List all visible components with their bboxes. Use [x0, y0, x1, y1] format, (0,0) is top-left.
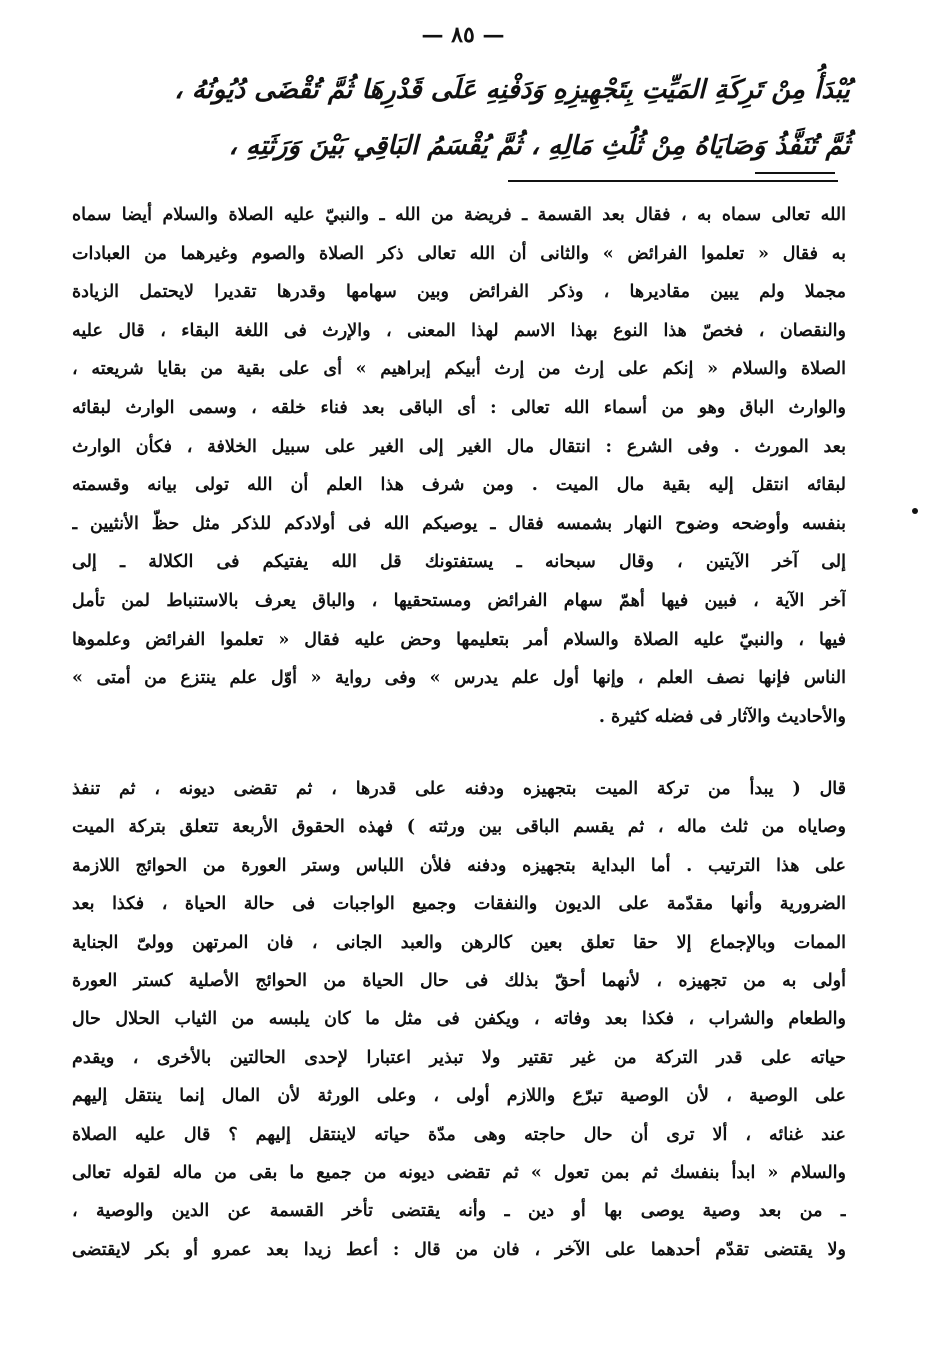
text-line: ولا يقتضى تقدّم أحدهما على الآخر ، فان من قال : أعط زيدا بعد عمرو أو بكر لايقتضى — [72, 1239, 846, 1260]
text-line: على هذا الترتيب . أما البداية بتجهيزه ودفنه فلأن اللباس وستر العورة من الحوائج اللازمة — [72, 855, 846, 876]
text-line: الصلاة والسلام « إنكم على إرث من إرث أبيكم إبراهيم » أى على بقية من بقايا شريعته ، — [72, 359, 846, 380]
text-line: أولى به من تجهيزه ، لأنهما أحقّ بذلك فى حال الحياة من الحوائج الأصلية كستر العورة — [72, 971, 846, 992]
text-line: والأحاديث والآثار فى فضله كثيرة . — [598, 706, 846, 727]
text-line: مجملا ولم يبين مقاديرها ، وذكر الفرائض وبين سهامها وقدرها تقديرا لايحتمل الزيادة — [72, 282, 846, 303]
commentary-paragraph-1 — [72, 196, 846, 736]
text-line: الناس فإنها نصف العلم ، وإنها أول علم يدرس » وفى رواية « أوّل علم ينتزع من أمتى » — [72, 668, 846, 689]
separator-rule-long — [508, 180, 838, 182]
text-line: آخر الآية ، فبين فيها أهمّ سهام الفرائض ومستحقيها ، والباق يعرف بالاستنباط لمن تأمل — [72, 590, 846, 611]
text-line: فيها ، والنبيّ عليه الصلاة والسلام أمر بتعليمها وحض عليه فقال « تعلموا الفرائض وعلموها — [72, 629, 846, 650]
text-line: حياته على قدر التركة من غير تقتير ولا تبذير اعتبارا لإحدى الحالتين بالأخرى ، ويقدم — [72, 1047, 846, 1068]
matn-line: ثُمَّ تُنَفَّذُ وَصَايَاهُ مِنْ ثُلُثِ مَالِهِ ، ثُمَّ يُقْسَمُ البَاقِي بَيْنَ وَرَثَتِهِ ، — [228, 131, 850, 161]
commentary-paragraph-2 — [72, 770, 846, 1269]
text-line: لبقائه انتقل إليه بقية مال الميت . ومن شرف هذا العلم أن الله تولى بيانه وقسمته — [72, 475, 846, 496]
text-line: والنقصان ، فخصّ هذا النوع بهذا الاسم لهذا المعنى ، والإرث فى اللغة البقاء ، قال عليه — [72, 320, 846, 341]
text-line: ـ من بعد وصية يوصى بها أو دين ـ وأنه يقتضى تأخر القسمة عن الدين والوصية ، — [72, 1201, 846, 1222]
text-line: بنفسه وأوضحه وضوح النهار بشمسه فقال ـ يوصيكم الله فى أولادكم للذكر مثل حظّ الأنثيين ـ — [72, 513, 846, 534]
matn-line: يُبْدَأُ مِنْ تَرِكَةِ المَيِّتِ بِتَجْهِيزِهِ وَدَفْنِهِ عَلَى قَدْرِهَا ثُمَّ تُقْضَى دُيُونُهُ ، — [174, 75, 850, 105]
text-line: والسلام « ابدأ بنفسك ثم بمن تعول » ثم تقضى ديونه من جميع ما بقى من ماله لقوله تعالى — [72, 1163, 846, 1184]
text-line: الضرورية وأنها مقدّمة على الديون والنفقات وجميع الواجبات فى حالة الحياة ، فكذا بعد — [72, 894, 846, 915]
margin-ink-dot — [912, 508, 918, 514]
text-line: قال ( يبدأ من تركة الميت بتجهيزه ودفنه على قدرها ، ثم تقضى ديونه ، ثم تنفذ — [72, 779, 846, 799]
text-line: على الوصية ، لأن الوصية تبرّع واللازم أولى ، وعلى الورثة لأن المال إنما ينتقل إليهم — [72, 1086, 846, 1107]
text-line: به فقال « تعلموا الفرائض » والثانى أن الله تعالى ذكر الصلاة والصوم وغيرهما من العبادات — [72, 243, 846, 264]
text-line: الممات وبالإجماع إلا حقا تعلق بعين كالرهن والعبد الجانى ، فان المرتهن وولىّ الجناية — [72, 932, 846, 953]
text-line: بعد المورث . وفى الشرع : انتقال مال الغير إلى الغير على سبيل الخلافة ، فكأن الوارث — [72, 436, 846, 457]
text-line: والطعام والشراب ، فكذا بعد وفاته ، ويكفن فى مثل ما كان يلبسه من الثياب الحلال حال — [72, 1009, 846, 1030]
text-line: عند غنائه ، ألا ترى أن حال حاجته وهى مدّة حياته لاينتقل إليهم ؟ قال عليه الصلاة — [72, 1124, 846, 1145]
text-line: وصاياه من ثلث ماله ، ثم يقسم الباقى بين ورثته ) فهذه الحقوق الأربعة تتعلق بتركة الميت — [72, 817, 846, 838]
matn-text — [70, 62, 850, 174]
page-number: — ٨٥ — — [421, 22, 505, 48]
text-line: والوارث الباق وهو من أسماء الله تعالى : أى الباقى بعد فناء خلقه ، وسمى الوارث لبقائه — [72, 397, 846, 418]
text-line: الله تعالى سماه به ، فقال بعد القسمة ـ فريضة من الله ـ والنبيّ عليه الصلاة والسلام أيضا سماه — [72, 205, 846, 225]
text-line: إلى آخر الآيتين ، وقال سبحانه ـ يستفتونك قل الله يفتيكم فى الكلالة ـ إلى — [72, 552, 846, 573]
separator-rule-short — [755, 172, 835, 174]
